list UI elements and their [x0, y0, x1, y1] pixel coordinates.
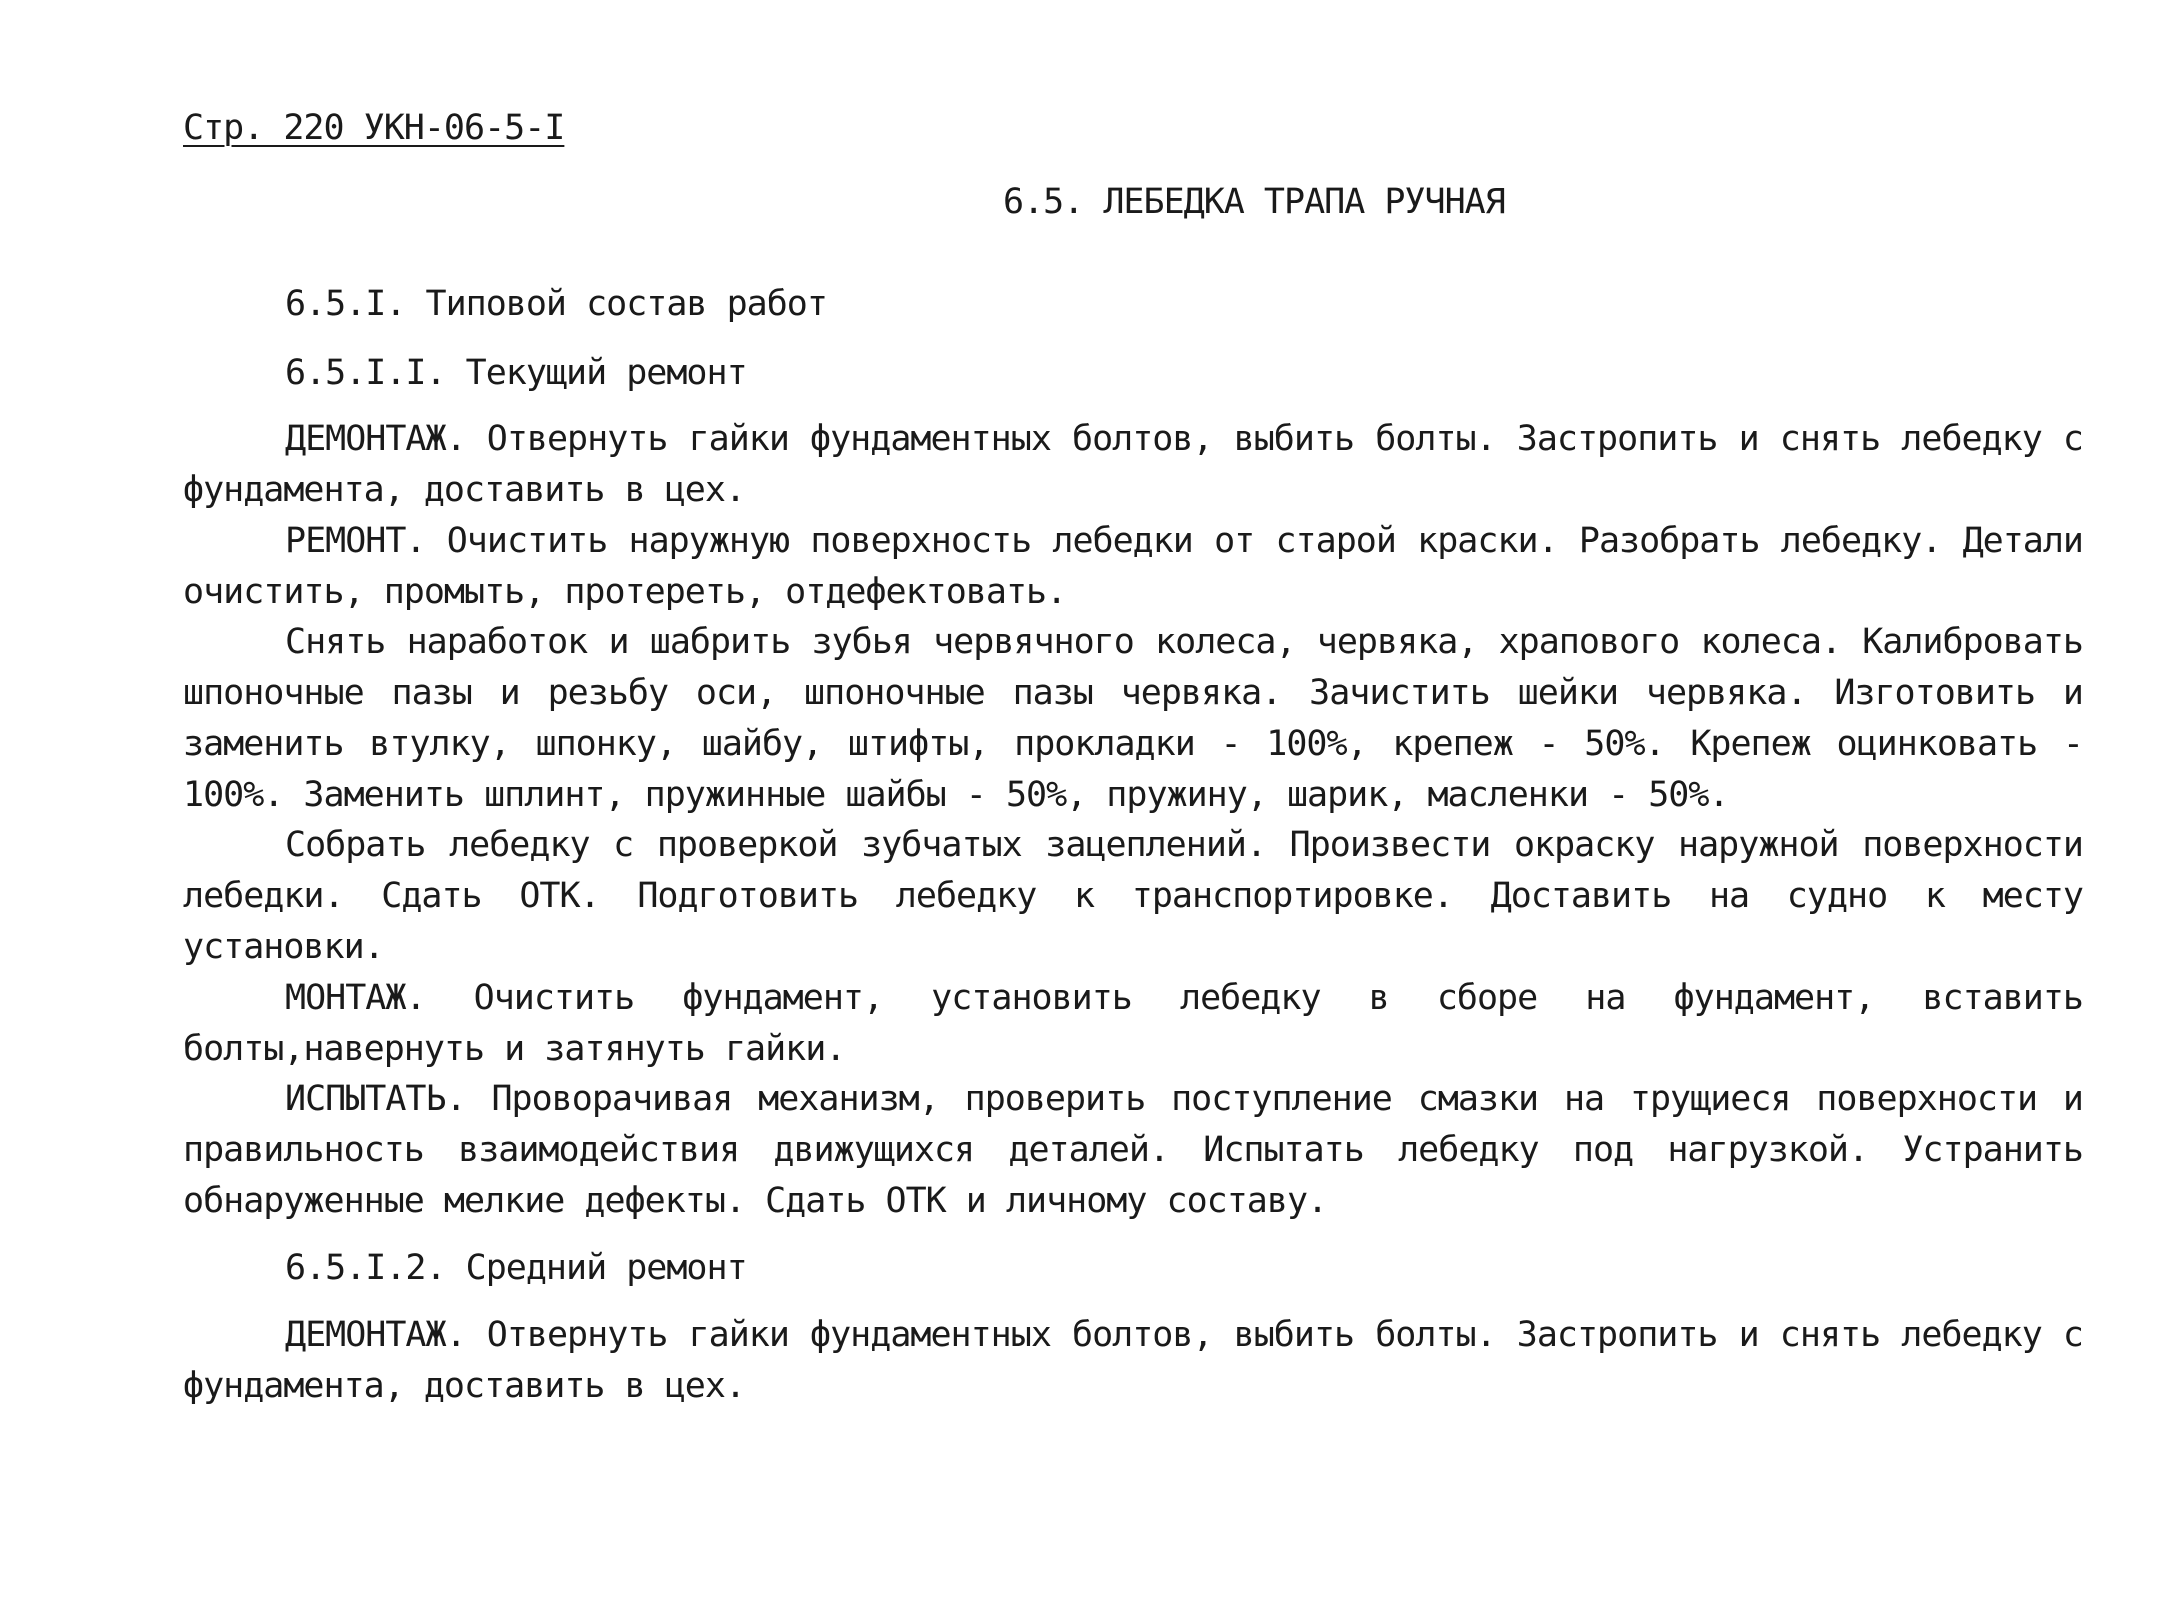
paragraph-testing: ИСПЫТАТЬ. Проворачивая механизм, проверить поступление смазки на трущиеся поверхности и правильность взаимодействия движущихся деталей. Испытать лебедку под нагрузкой. Устранить обнаруженные мелкие дефекты. Сдать ОТК и личному составу.	[183, 1079, 2083, 1221]
paragraph-repair-details: Снять наработок и шабрить зубья червячного колеса, червяка, храпового колеса. Калибровать шпоночные пазы и резьбу оси, шпоночные пазы червяка. Зачистить шейки червяка. Изготовить и заменить втулку, шпонку, шайбу, штифты, прокладки - 100%, крепеж - 50%. Крепеж оцинковать - 100%. Заменить шплинт, пружинные шайбы - 50%, пружину, шарик, масленки - 50%.	[183, 622, 2083, 815]
page-reference: Стр. 220 УКН-06-5-I	[183, 108, 565, 148]
subsection-heading-current-repair: 6.5.I.I. Текущий ремонт	[285, 353, 747, 393]
paragraph-dismantling: ДЕМОНТАЖ. Отвернуть гайки фундаментных болтов, выбить болты. Застропить и снять лебедку с фундамента, доставить в цех.	[183, 419, 2083, 510]
paragraph-repair: РЕМОНТ. Очистить наружную поверхность лебедки от старой краски. Разобрать лебедку. Детали очистить, промыть, протереть, отдефектовать.	[183, 521, 2083, 612]
paragraph-dismantling-medium: ДЕМОНТАЖ. Отвернуть гайки фундаментных болтов, выбить болты. Застропить и снять лебедку с фундамента, доставить в цех.	[183, 1315, 2083, 1406]
section-title: 6.5. ЛЕБЕДКА ТРАПА РУЧНАЯ	[1003, 182, 1505, 222]
subsection-heading-medium-repair: 6.5.I.2. Средний ремонт	[285, 1248, 747, 1288]
paragraph-mounting: МОНТАЖ. Очистить фундамент, установить лебедку в сборе на фундамент, вставить болты,навернуть и затянуть гайки.	[183, 978, 2083, 1069]
subsection-heading-typical-works: 6.5.I. Типовой состав работ	[285, 284, 827, 324]
paragraph-assembly: Собрать лебедку с проверкой зубчатых зацеплений. Произвести окраску наружной поверхности лебедки. Сдать ОТК. Подготовить лебедку к транспортировке. Доставить на судно к месту установки.	[183, 825, 2083, 967]
